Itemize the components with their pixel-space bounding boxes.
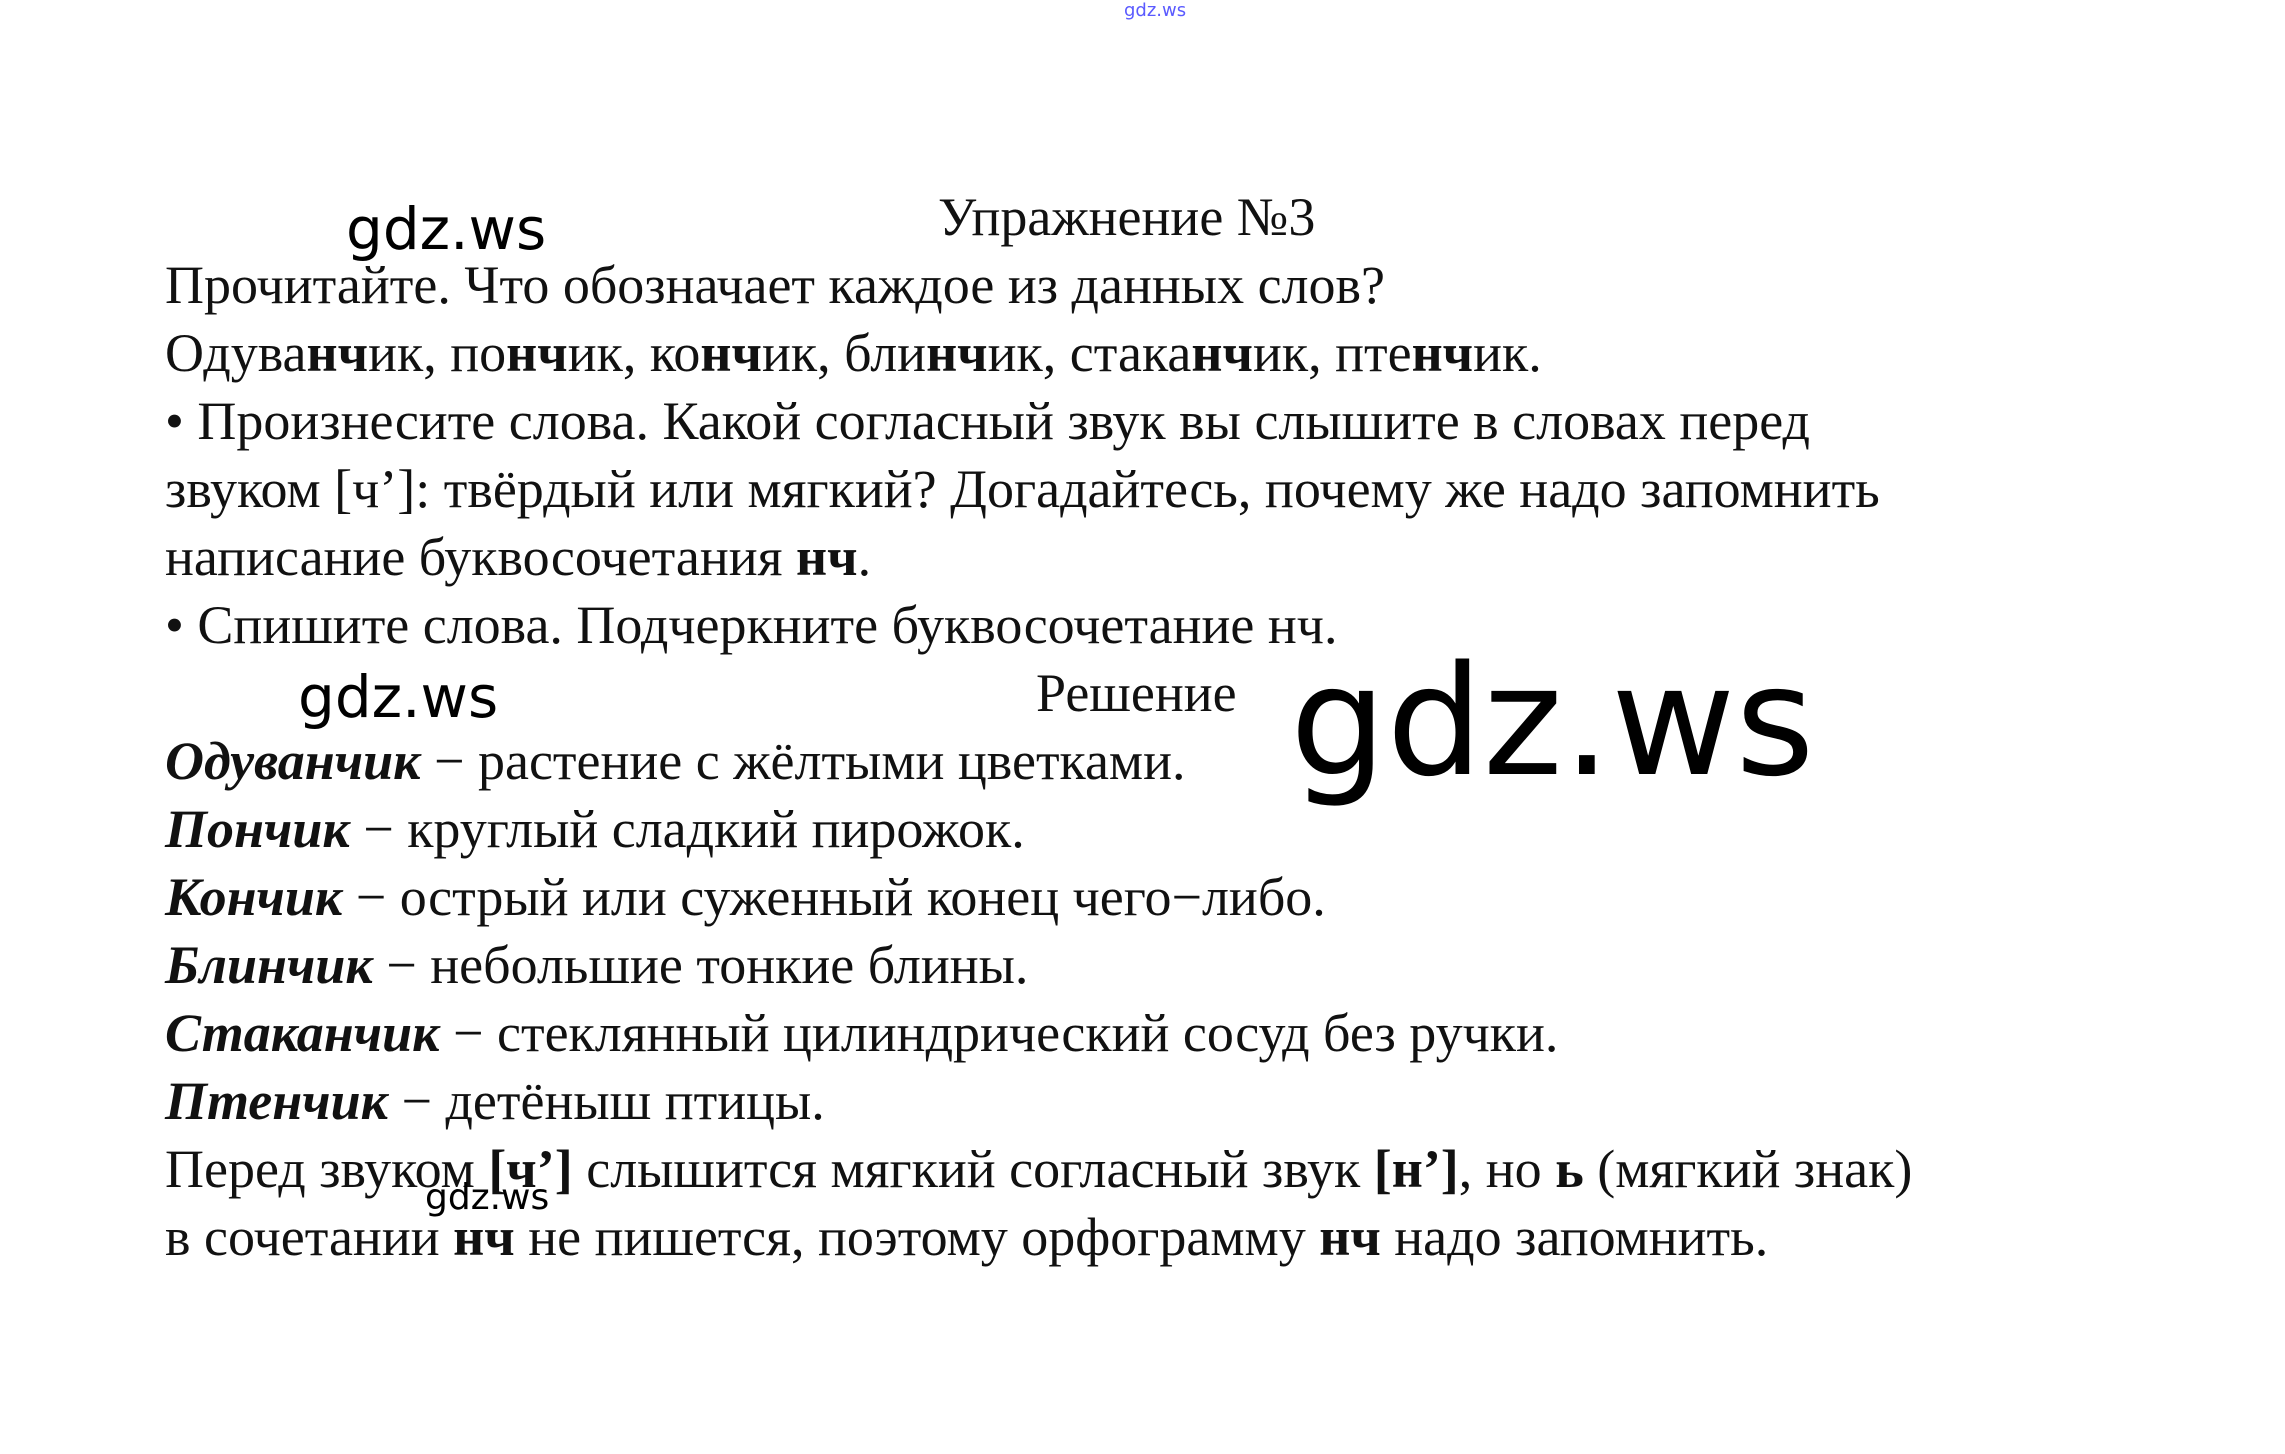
definition-5: Стаканчик − стеклянный цилиндрический сосуд без ручки. [165, 1003, 1559, 1063]
watermark-1: gdz.ws [346, 195, 547, 263]
definition-1: Одуванчик − растение с жёлтыми цветками. [165, 731, 1186, 791]
watermark-2: gdz.ws [298, 663, 499, 731]
watermark-small: gdz.ws [425, 1177, 550, 1218]
watermark-top: gdz.ws [1124, 0, 1187, 21]
watermark-big: gdz.ws [1290, 633, 1815, 810]
task1-line1: • Произнесите слова. Какой согласный звук вы слышите в словах перед [165, 391, 1810, 451]
solution-title: Решение [1036, 663, 1237, 723]
word-5: стаканчик, [1069, 323, 1336, 383]
word-list [165, 319, 1542, 387]
word-3: кончик, [649, 323, 845, 383]
exercise-title: Упражнение №3 [938, 187, 1316, 247]
exercise-question: Прочитайте. Что обозначает каждое из данных слов? [165, 255, 1385, 315]
definition-2: Пончик − круглый сладкий пирожок. [165, 799, 1025, 859]
task2: • Спишите слова. Подчеркните буквосочетание нч. [165, 595, 1338, 655]
definition-4: Блинчик − небольшие тонкие блины. [165, 935, 1029, 995]
conclusion-line2: в сочетании нч не пишется, поэтому орфограмму нч надо запомнить. [165, 1207, 1769, 1267]
task1-line2: звуком [ч’]: твёрдый или мягкий? Догадайтесь, почему же надо запомнить [165, 459, 1880, 519]
definition-3: Кончик − острый или суженный конец чего−либо. [165, 867, 1326, 927]
word-1: Одуванчик, [165, 323, 451, 383]
word-4: блинчик, [844, 323, 1070, 383]
word-2: пончик, [450, 323, 650, 383]
conclusion-line1: Перед звуком [ч’] слышится мягкий согласный звук [н’], но ь (мягкий знак) [165, 1139, 1913, 1199]
word-6: птенчик. [1335, 323, 1542, 383]
task1-line3: написание буквосочетания нч. [165, 527, 872, 587]
definition-6: Птенчик − детёныш птицы. [165, 1071, 825, 1131]
